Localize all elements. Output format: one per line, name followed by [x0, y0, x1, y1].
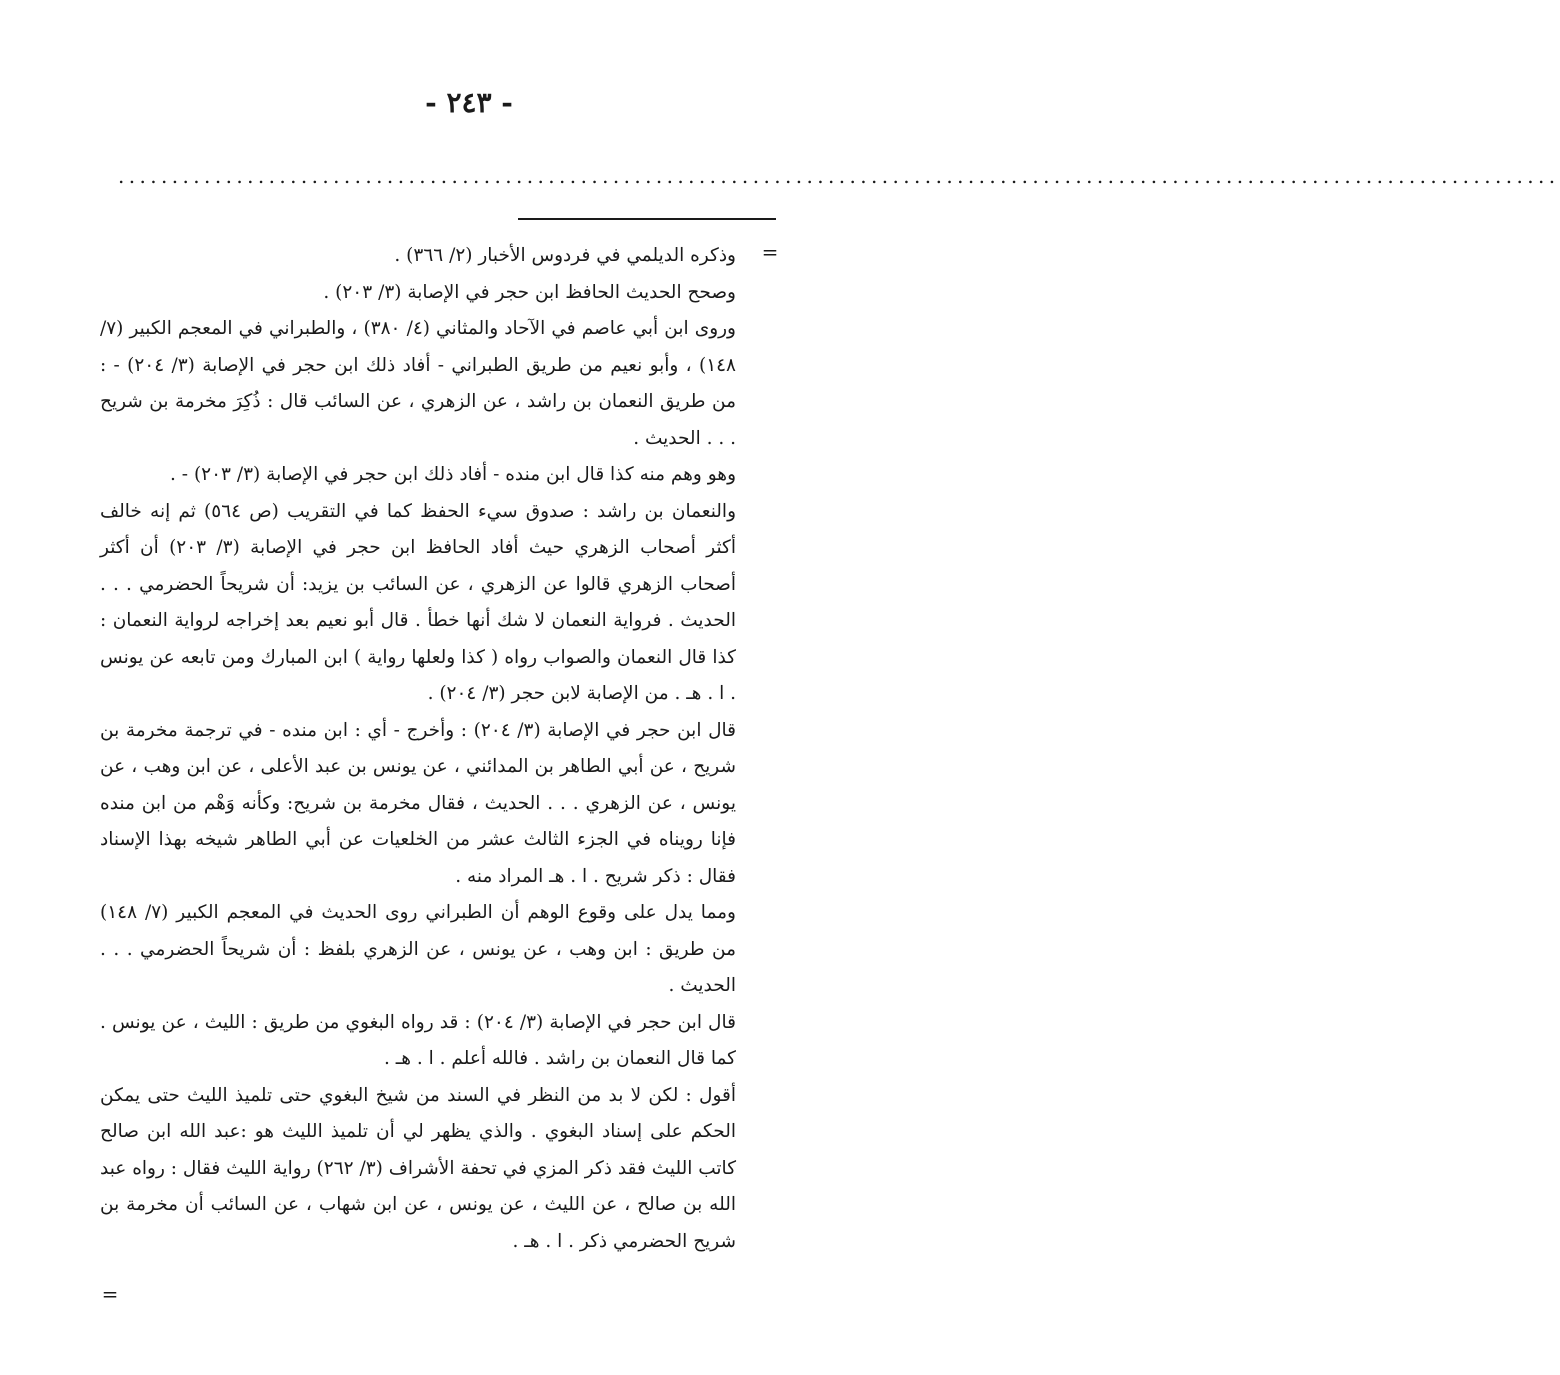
footnote-body — [100, 238, 736, 1260]
paragraph-2: وصحح الحديث الحافظ ابن حجر في الإصابة (٣/ ٢٠٣) . — [323, 281, 736, 303]
footnote-rule — [518, 218, 776, 220]
paragraph-7: ومما يدل على وقوع الوهم أن الطبراني روى الحديث في المعجم الكبير (٧/ ١٤٨) من طريق : ابن وهب ، عن يونس ، عن الزهري بلفظ : أن شريحاً الحضرمي . . . الحديث . — [100, 902, 736, 996]
continuation-marker-end: = — [101, 1282, 119, 1306]
paragraph-9: أقول : لكن لا بد من النظر في السند من شيخ البغوي حتى تلميذ الليث حتى يمكن الحكم على إسناد البغوي . والذي يظهر لي أن تلميذ الليث هو :عبد الله ابن صالح كاتب الليث فقد ذكر المزي في تحفة الأشراف (٣/ ٢٦٢) رواية الليث فقال : رواه عبد الله بن صالح ، عن الليث ، عن يونس ، عن ابن شهاب ، عن السائب أن مخرمة بن شريح الحضرمي ذكر . ا . هـ . — [100, 1084, 736, 1252]
paragraph-3: وروى ابن أبي عاصم في الآحاد والمثاني (٤/ ٣٨٠) ، والطبراني في المعجم الكبير (٧/ ١٤٨) ، وأبو نعيم من طريق الطبراني - أفاد ذلك ابن حجر في الإصابة (٣/ ٢٠٤) - : من طريق النعمان بن راشد ، عن الزهري ، عن السائب قال : ذُكِرَ مخرمة بن شريح . . . الحديث . — [100, 318, 736, 449]
paragraph-4: وهو وهم منه كذا قال ابن منده - أفاد ذلك ابن حجر في الإصابة (٣/ ٢٠٣) - . — [170, 464, 736, 485]
paragraph-1: وذكره الديلمي في فردوس الأخبار (٢/ ٣٦٦) . — [394, 245, 736, 266]
paragraph-6: قال ابن حجر في الإصابة (٣/ ٢٠٤) : وأخرج - أي : ابن منده - في ترجمة مخرمة بن شريح ، عن أبي الطاهر بن المدائني ، عن يونس بن عبد الأعلى ، عن ابن وهب ، عن يونس ، عن الزهري . . . الحديث ، فقال مخرمة بن شريح: وكأنه وَهْم من ابن منده فإنا رويناه في الجزء الثالث عشر من الخلعيات عن أبي الطاهر شيخه بهذا الإسناد فقال : ذكر شريح . ا . هـ المراد منه . — [100, 719, 736, 887]
paragraph-8: قال ابن حجر في الإصابة (٣/ ٢٠٤) : قد رواه البغوي من طريق : الليث ، عن يونس . كما قال النعمان بن راشد . فالله أعلم . ا . هـ . — [100, 1011, 736, 1069]
page-number: - ٢٤٣ - — [425, 86, 513, 119]
dotted-separator: ...................................................................................................................................... — [118, 164, 1560, 188]
continuation-marker-start: = — [761, 240, 779, 264]
paragraph-5: والنعمان بن راشد : صدوق سيء الحفظ كما في التقريب (ص ٥٦٤) ثم إنه خالف أكثر أصحاب الزهري حيث أفاد الحافظ ابن حجر في الإصابة (٣/ ٢٠٣) أن أكثر أصحاب الزهري قالوا عن الزهري ، عن السائب بن يزيد: أن شريحاً الحضرمي . . . الحديث . فرواية النعمان لا شك أنها خطأ . قال أبو نعيم بعد إخراجه لرواية النعمان : كذا قال النعمان والصواب رواه ( كذا ولعلها رواية ) ابن المبارك ومن تابعه عن يونس . ا . هـ . من الإصابة لابن حجر (٣/ ٢٠٤) . — [100, 500, 737, 704]
